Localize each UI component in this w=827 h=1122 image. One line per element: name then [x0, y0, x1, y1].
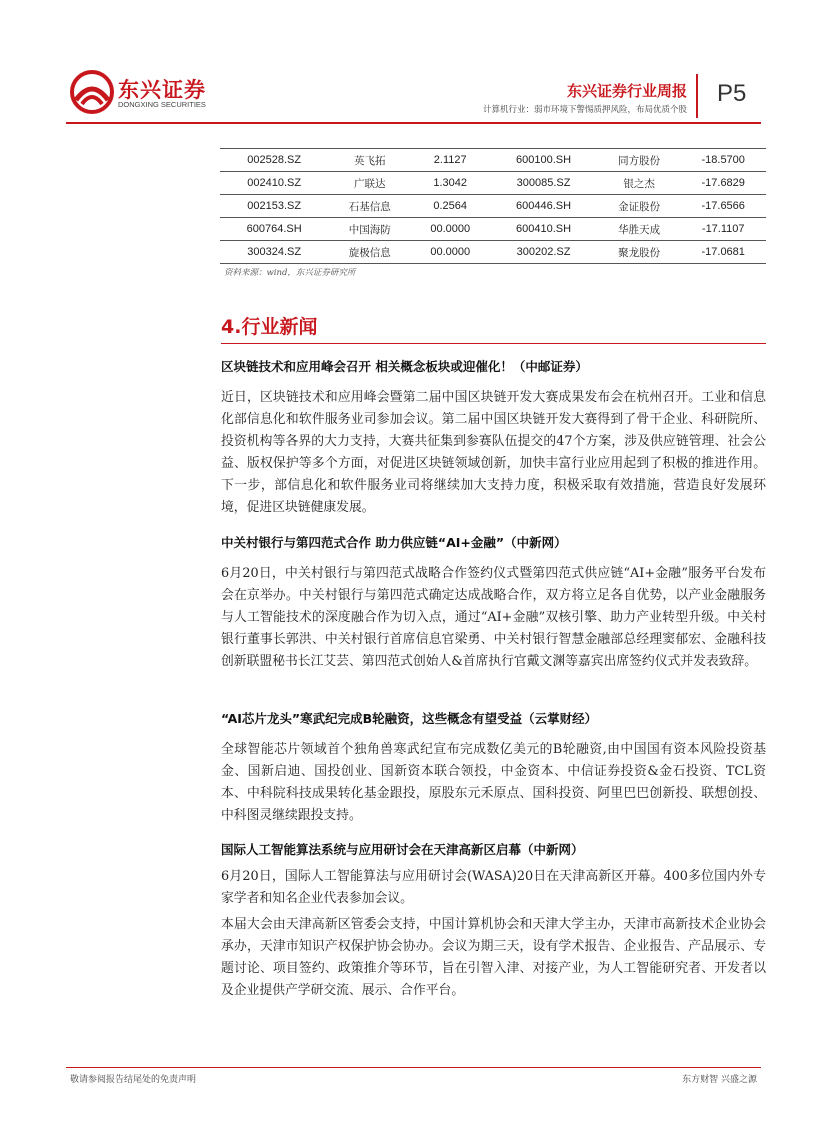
news-body-4b: 本届大会由天津高新区管委会支持，中国计算机协会和天津大学主办，天津市高新技术企业协会承办，天津市知识产权保护协会协办。会议为期三天，设有学术报告、企业报告、产品展示、专题讨论、项目签约、政策推介等环节，旨在引智入津、对接产业，为人工智能研究者、开发者以及企业提供产学研交流、展示、合作平台。 [221, 917, 766, 998]
table-cell-code2: 300085.SZ [489, 172, 597, 195]
table-cell-name2: 华胜天成 [598, 218, 681, 241]
news-title-1: 区块链技术和应用峰会召开 相关概念板块或迎催化！（中邮证券） [221, 359, 588, 374]
stock-table [220, 148, 766, 264]
table-row [220, 149, 766, 172]
company-logo [70, 70, 210, 120]
section-rule [221, 343, 766, 344]
table-cell-code2: 600100.SH [489, 149, 597, 172]
table-cell-val2: -17.6566 [680, 195, 766, 218]
page-header [0, 0, 827, 130]
report-subtitle: 计算机行业：弱市环境下警惕质押风险，布局优质个股 [482, 105, 687, 115]
table-cell-val2: -18.5700 [680, 149, 766, 172]
table-cell-val2: -17.0681 [680, 241, 766, 264]
table-cell-code1: 002153.SZ [220, 195, 328, 218]
header-rule [66, 122, 761, 124]
table-cell-name2: 同方股份 [598, 149, 681, 172]
news-body-3: 全球智能芯片领域首个独角兽寒武纪宣布完成数亿美元的B轮融资,由中国国有资本风险投资基金、国新启迪、国投创业、国新资本联合领投，中金资本、中信证券投资&金石投资、TCL资本、中科院科技成果转化基金跟投，原股东元禾原点、国科投资、阿里巴巴创新投、联想创投、中科图灵继续跟投支持。 [221, 742, 766, 823]
table-cell-code1: 300324.SZ [220, 241, 328, 264]
table-cell-val2: -17.6829 [680, 172, 766, 195]
dongxing-logo-icon [70, 70, 114, 114]
header-divider [696, 74, 698, 118]
table-cell-val1: 00.0000 [411, 218, 489, 241]
table-cell-val1: 2.1127 [411, 149, 489, 172]
table-source: 资料来源：wind，东兴证券研究所 [224, 268, 356, 278]
section-title: 4.行业新闻 [221, 316, 318, 338]
table-cell-code1: 002410.SZ [220, 172, 328, 195]
news-title-4: 国际人工智能算法系统与应用研讨会在天津高新区启幕（中新网） [221, 842, 584, 857]
news-body-4a: 6月20日，国际人工智能算法与应用研讨会(WASA)20日在天津高新区开幕。400多位国内外专家学者和知名企业代表参加会议。 [221, 869, 766, 906]
footer-rule [66, 1067, 761, 1068]
table-cell-code1: 002528.SZ [220, 149, 328, 172]
report-title: 东兴证券行业周报 [566, 82, 687, 100]
table-cell-name1: 广联达 [328, 172, 411, 195]
news-body-2: 6月20日，中关村银行与第四范式战略合作签约仪式暨第四范式供应链“AI+金融”服务平台发布会在京举办。中关村银行与第四范式确定达成战略合作，双方将立足各自优势，以产业金融服务与人工智能技术的深度融合作为切入点，通过“AI+金融”双核引擎、助力产业转型升级。中关村银行董事长郭洪、中关村银行首席信息官梁勇、中关村银行智慧金融部总经理窦郁宏、金融科技创新联盟秘书长江艾芸、第四范式创始人&首席执行官戴文渊等嘉宾出席签约仪式并发表致辞。 [221, 566, 766, 669]
footer-slogan: 东方财智 兴盛之源 [682, 1075, 757, 1085]
table-cell-val1: 1.3042 [411, 172, 489, 195]
table-cell-name1: 英飞拓 [328, 149, 411, 172]
table-cell-name2: 银之杰 [598, 172, 681, 195]
table-cell-code1: 600764.SH [220, 218, 328, 241]
footer-disclaimer: 敬请参阅报告结尾处的免责声明 [70, 1075, 197, 1085]
table-cell-code2: 600446.SH [489, 195, 597, 218]
table-row [220, 195, 766, 218]
logo-text-cn: 东兴证券 [118, 78, 206, 102]
table-row [220, 172, 766, 195]
news-title-2: 中关村银行与第四范式合作 助力供应链“AI+金融”（中新网） [221, 535, 567, 550]
table-cell-code2: 300202.SZ [489, 241, 597, 264]
table-cell-code2: 600410.SH [489, 218, 597, 241]
table-cell-val1: 0.2564 [411, 195, 489, 218]
table-cell-val2: -17.1107 [680, 218, 766, 241]
page-number: P5 [717, 80, 747, 107]
logo-text-en: DONGXING SECURITIES [118, 100, 206, 109]
table-cell-name2: 聚龙股份 [598, 241, 681, 264]
news-title-3: “AI芯片龙头”寒武纪完成B轮融资，这些概念有望受益（云掌财经） [221, 711, 598, 726]
table-row [220, 241, 766, 264]
table-cell-val1: 00.0000 [411, 241, 489, 264]
table-cell-name1: 中国海防 [328, 218, 411, 241]
news-body-1: 近日，区块链技术和应用峰会暨第二届中国区块链开发大赛成果发布会在杭州召开。工业和信息化部信息化和软件服务业司参加会议。第二届中国区块链开发大赛得到了骨干企业、科研院所、投资机构等各界的大力支持，大赛共征集到参赛队伍提交的47个方案，涉及供应链管理、社会公益、版权保护等多个方面，对促进区块链领域创新，加快丰富行业应用起到了积极的推进作用。下一步，部信息化和软件服务业司将继续加大支持力度，积极采取有效措施，营造良好发展环境，促进区块链健康发展。 [221, 390, 766, 515]
table-row [220, 218, 766, 241]
table-cell-name2: 金证股份 [598, 195, 681, 218]
table-cell-name1: 旋极信息 [328, 241, 411, 264]
table-cell-name1: 石基信息 [328, 195, 411, 218]
